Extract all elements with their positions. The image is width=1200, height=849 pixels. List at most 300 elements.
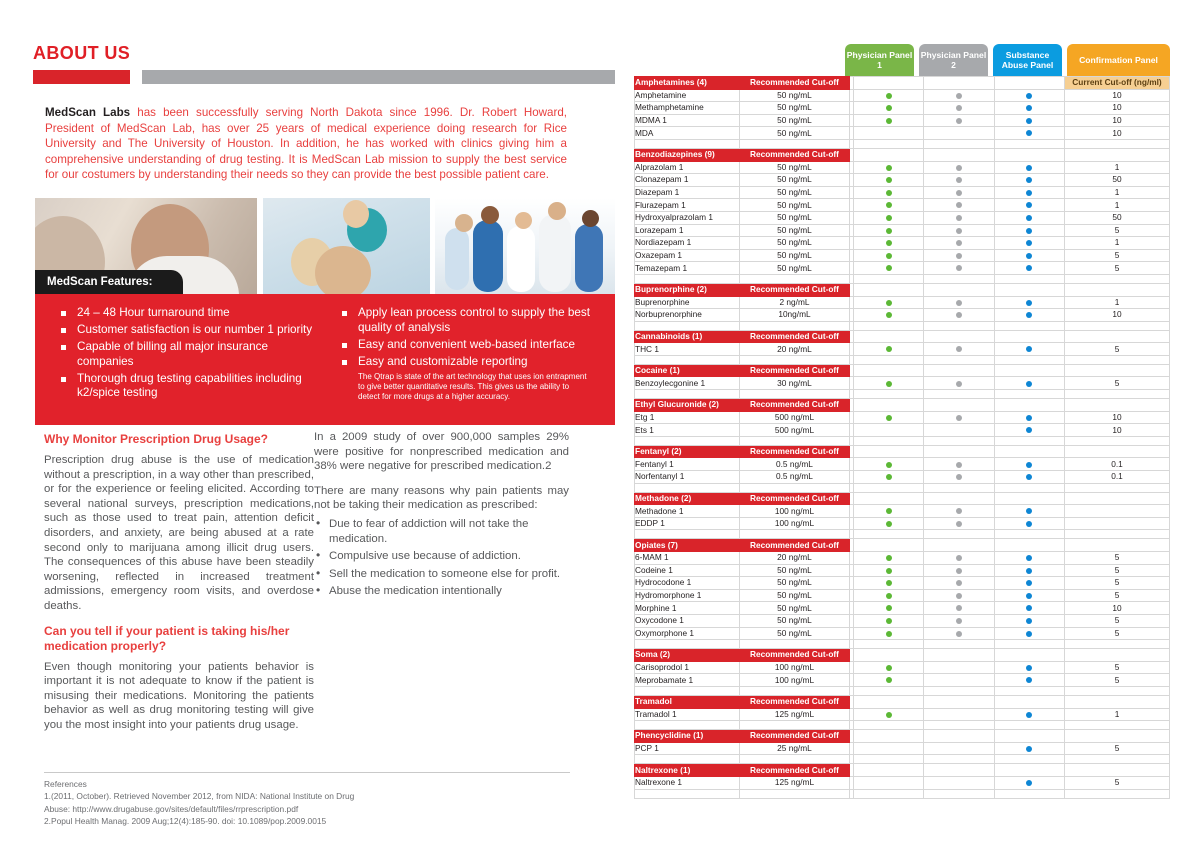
p2-header-cell xyxy=(924,77,994,90)
group-name: Cocaine (1) xyxy=(635,364,740,377)
drug-name: Alprazolam 1 xyxy=(635,161,740,174)
status-dot-icon xyxy=(956,202,962,208)
group-spacer xyxy=(635,355,1170,364)
references-divider xyxy=(44,772,570,773)
status-dot-icon xyxy=(956,300,962,306)
section-heading-patient: Can you tell if your patient is taking his/her medication properly? xyxy=(44,623,290,653)
status-dot-icon xyxy=(1026,780,1032,786)
status-dot-icon xyxy=(1026,165,1032,171)
physician-panel-1-cell xyxy=(854,296,924,309)
table-row xyxy=(635,161,1170,174)
physician-panel-2-cell xyxy=(924,127,994,140)
physician-panel-2-cell xyxy=(924,661,994,674)
table-row xyxy=(635,296,1170,309)
status-dot-icon xyxy=(1026,593,1032,599)
feature-item: 24 – 48 Hour turnaround time xyxy=(59,306,324,321)
p2-header-cell xyxy=(924,764,994,777)
table-row xyxy=(635,517,1170,530)
status-dot-icon xyxy=(886,631,892,637)
p2-header-cell xyxy=(924,492,994,505)
p3-header-cell xyxy=(994,539,1064,552)
table-row xyxy=(635,377,1170,390)
feature-item: Thorough drug testing capabilities including k2/spice testing xyxy=(59,372,324,401)
physician-panel-1-cell xyxy=(854,661,924,674)
spacer-cell xyxy=(924,721,994,730)
drug-name: Naltrexone 1 xyxy=(635,776,740,789)
p3-header-cell xyxy=(994,399,1064,412)
group-spacer xyxy=(635,530,1170,539)
spacer-cell xyxy=(1065,139,1170,148)
group-header-row xyxy=(635,77,1170,90)
physician-panel-2-cell xyxy=(924,199,994,212)
spacer-cell xyxy=(854,139,924,148)
table-row xyxy=(635,211,1170,224)
status-dot-icon xyxy=(956,215,962,221)
drug-name: PCP 1 xyxy=(635,742,740,755)
confirmation-cutoff: 5 xyxy=(1065,224,1170,237)
p1-header-cell xyxy=(854,77,924,90)
p1-header-cell xyxy=(854,364,924,377)
group-name: Soma (2) xyxy=(635,649,740,662)
confirmation-cutoff: 5 xyxy=(1065,577,1170,590)
physician-panel-1-cell xyxy=(854,211,924,224)
recommended-cutoff: 50 ng/mL xyxy=(739,614,849,627)
spacer-cell xyxy=(739,321,849,330)
spacer-cell xyxy=(739,640,849,649)
status-dot-icon xyxy=(1026,712,1032,718)
spacer-cell xyxy=(739,390,849,399)
spacer-cell xyxy=(994,530,1064,539)
group-header-row xyxy=(635,649,1170,662)
group-header-row xyxy=(635,764,1170,777)
confirmation-header-cell xyxy=(1065,283,1170,296)
confirmation-cutoff: 10 xyxy=(1065,102,1170,115)
drug-name: MDA xyxy=(635,127,740,140)
physician-panel-1-cell xyxy=(854,577,924,590)
recommended-cutoff: 100 ng/mL xyxy=(739,505,849,518)
spacer-cell xyxy=(1065,755,1170,764)
p3-header-cell xyxy=(994,364,1064,377)
physician-panel-2-cell xyxy=(924,161,994,174)
physician-panel-1-cell xyxy=(854,674,924,687)
title-rule-gray xyxy=(142,70,615,84)
group-name: Naltrexone (1) xyxy=(635,764,740,777)
physician-panel-1-cell xyxy=(854,102,924,115)
spacer-cell xyxy=(924,274,994,283)
spacer-cell xyxy=(994,390,1064,399)
physician-panel-1-cell xyxy=(854,224,924,237)
status-dot-icon xyxy=(956,312,962,318)
cutoff-header: Recommended Cut-off xyxy=(739,77,849,90)
feature-item: Capable of billing all major insurance companies xyxy=(59,340,324,369)
recommended-cutoff: 30 ng/mL xyxy=(739,377,849,390)
cutoff-header: Recommended Cut-off xyxy=(739,364,849,377)
recommended-cutoff: 50 ng/mL xyxy=(739,564,849,577)
status-dot-icon xyxy=(1026,265,1032,271)
confirmation-cutoff: 5 xyxy=(1065,343,1170,356)
left-text-column xyxy=(44,432,314,743)
physician-panel-2-cell xyxy=(924,627,994,640)
status-dot-icon xyxy=(1026,118,1032,124)
physician-panel-1-cell xyxy=(854,89,924,102)
p1-header-cell xyxy=(854,539,924,552)
confirmation-cutoff: 5 xyxy=(1065,249,1170,262)
table-row xyxy=(635,589,1170,602)
group-header-row xyxy=(635,364,1170,377)
reasons-intro: There are many reasons why pain patients may not be taking their medication as prescribed: xyxy=(314,484,569,512)
p2-header-cell xyxy=(924,283,994,296)
group-spacer xyxy=(635,139,1170,148)
status-dot-icon xyxy=(886,712,892,718)
status-dot-icon xyxy=(1026,177,1032,183)
drug-name: Hydroxyalprazolam 1 xyxy=(635,211,740,224)
photo-shape xyxy=(515,212,532,229)
status-dot-icon xyxy=(956,631,962,637)
status-dot-icon xyxy=(1026,580,1032,586)
references-block xyxy=(44,778,584,828)
substance-abuse-panel-cell xyxy=(994,377,1064,390)
p3-header-cell xyxy=(994,77,1064,90)
physician-panel-1-cell xyxy=(854,199,924,212)
photo-medical-team xyxy=(435,198,615,294)
spacer-cell xyxy=(635,789,740,798)
group-name: Methadone (2) xyxy=(635,492,740,505)
photo-shape xyxy=(575,224,603,292)
table-row xyxy=(635,614,1170,627)
confirmation-subheader: Current Cut-off (ng/ml) xyxy=(1065,77,1170,90)
list-item: • Abuse the medication intentionally xyxy=(316,584,569,599)
spacer-cell xyxy=(1065,321,1170,330)
status-dot-icon xyxy=(956,228,962,234)
spacer-cell xyxy=(854,436,924,445)
group-name: Cannabinoids (1) xyxy=(635,330,740,343)
status-dot-icon xyxy=(956,555,962,561)
list-item: • Compulsive use because of addiction. xyxy=(316,549,569,564)
physician-panel-1-cell xyxy=(854,343,924,356)
spacer-cell xyxy=(924,640,994,649)
group-header-row xyxy=(635,695,1170,708)
physician-panel-2-cell xyxy=(924,674,994,687)
confirmation-cutoff: 0.1 xyxy=(1065,458,1170,471)
table-row xyxy=(635,174,1170,187)
physician-panel-1-cell xyxy=(854,127,924,140)
physician-panel-2-cell xyxy=(924,552,994,565)
spacer-cell xyxy=(854,483,924,492)
physician-panel-1-cell xyxy=(854,742,924,755)
substance-abuse-panel-cell xyxy=(994,517,1064,530)
photo-shape xyxy=(481,206,499,224)
substance-abuse-panel-cell xyxy=(994,776,1064,789)
table-row xyxy=(635,674,1170,687)
table-row xyxy=(635,102,1170,115)
drug-name: Oxazepam 1 xyxy=(635,249,740,262)
physician-panel-2-cell xyxy=(924,577,994,590)
feature-item: Easy and customizable reporting xyxy=(340,355,605,370)
spacer-cell xyxy=(635,139,740,148)
confirmation-header-cell xyxy=(1065,445,1170,458)
drug-name: Benzoylecgonine 1 xyxy=(635,377,740,390)
status-dot-icon xyxy=(886,190,892,196)
photo-shape xyxy=(445,228,469,290)
status-dot-icon xyxy=(886,346,892,352)
p1-header-cell xyxy=(854,492,924,505)
table-row xyxy=(635,424,1170,437)
drug-name: Ets 1 xyxy=(635,424,740,437)
status-dot-icon xyxy=(1026,381,1032,387)
confirmation-cutoff: 1 xyxy=(1065,199,1170,212)
status-dot-icon xyxy=(1026,130,1032,136)
p3-header-cell xyxy=(994,330,1064,343)
p2-header-cell xyxy=(924,445,994,458)
table-row xyxy=(635,114,1170,127)
spacer-cell xyxy=(635,321,740,330)
drug-name: Methamphetamine xyxy=(635,102,740,115)
photo-shape xyxy=(473,220,503,292)
group-name: Ethyl Glucuronide (2) xyxy=(635,399,740,412)
status-dot-icon xyxy=(1026,568,1032,574)
substance-abuse-panel-cell xyxy=(994,343,1064,356)
drug-name: Lorazepam 1 xyxy=(635,224,740,237)
intro-paragraph xyxy=(45,105,567,183)
table-row xyxy=(635,127,1170,140)
group-header-row xyxy=(635,399,1170,412)
confirmation-cutoff: 10 xyxy=(1065,602,1170,615)
table-row xyxy=(635,471,1170,484)
physician-panel-2-cell xyxy=(924,114,994,127)
drug-name: Carisoprodol 1 xyxy=(635,661,740,674)
company-name: MedScan Labs xyxy=(45,106,131,119)
spacer-cell xyxy=(924,139,994,148)
spacer-cell xyxy=(924,789,994,798)
physician-panel-2-cell xyxy=(924,309,994,322)
spacer-cell xyxy=(635,640,740,649)
tab-physician-panel-2[interactable]: Physician Panel 2 xyxy=(919,44,988,76)
recommended-cutoff: 2 ng/mL xyxy=(739,296,849,309)
table-row xyxy=(635,564,1170,577)
p2-header-cell xyxy=(924,649,994,662)
status-dot-icon xyxy=(886,265,892,271)
table-row xyxy=(635,343,1170,356)
substance-abuse-panel-cell xyxy=(994,411,1064,424)
list-item: • Sell the medication to someone else for profit. xyxy=(316,567,569,582)
spacer-cell xyxy=(854,721,924,730)
spacer-cell xyxy=(635,686,740,695)
status-dot-icon xyxy=(886,605,892,611)
physician-panel-2-cell xyxy=(924,174,994,187)
status-dot-icon xyxy=(886,253,892,259)
drug-name: Hydrocodone 1 xyxy=(635,577,740,590)
substance-abuse-panel-cell xyxy=(994,505,1064,518)
substance-abuse-panel-cell xyxy=(994,661,1064,674)
qtrap-note: The Qtrap is state of the art technology that uses ion entrapment to give better quantitative results. This gives us the ability to detect for more drugs at a higher accuracy. xyxy=(358,372,587,401)
spacer-cell xyxy=(635,530,740,539)
p1-header-cell xyxy=(854,283,924,296)
recommended-cutoff: 125 ng/mL xyxy=(739,776,849,789)
spacer-cell xyxy=(739,355,849,364)
table-row xyxy=(635,577,1170,590)
spacer-cell xyxy=(635,721,740,730)
group-header-row xyxy=(635,283,1170,296)
confirmation-cutoff: 5 xyxy=(1065,552,1170,565)
p1-header-cell xyxy=(854,730,924,743)
p3-header-cell xyxy=(994,283,1064,296)
features-badge: MedScan Features: xyxy=(35,270,183,294)
status-dot-icon xyxy=(1026,462,1032,468)
physician-panel-1-cell xyxy=(854,249,924,262)
recommended-cutoff: 20 ng/mL xyxy=(739,343,849,356)
spacer-cell xyxy=(924,686,994,695)
feature-item: Easy and convenient web-based interface xyxy=(340,338,605,353)
physician-panel-2-cell xyxy=(924,776,994,789)
p2-header-cell xyxy=(924,399,994,412)
physician-panel-2-cell xyxy=(924,614,994,627)
physician-panel-1-cell xyxy=(854,309,924,322)
substance-abuse-panel-cell xyxy=(994,309,1064,322)
physician-panel-1-cell xyxy=(854,411,924,424)
recommended-cutoff: 10ng/mL xyxy=(739,309,849,322)
study-paragraph: In a 2009 study of over 900,000 samples 29% were positive for nonprescribed medication and 38% were negative for prescribed medication.2 xyxy=(314,431,569,473)
physician-panel-1-cell xyxy=(854,161,924,174)
substance-abuse-panel-cell xyxy=(994,552,1064,565)
p2-header-cell xyxy=(924,730,994,743)
confirmation-cutoff: 5 xyxy=(1065,262,1170,275)
spacer-cell xyxy=(994,721,1064,730)
physician-panel-2-cell xyxy=(924,564,994,577)
cutoff-header: Recommended Cut-off xyxy=(739,330,849,343)
group-spacer xyxy=(635,321,1170,330)
drug-name: THC 1 xyxy=(635,343,740,356)
group-header-row xyxy=(635,330,1170,343)
confirmation-header-cell xyxy=(1065,764,1170,777)
features-band xyxy=(35,294,615,425)
status-dot-icon xyxy=(956,253,962,259)
status-dot-icon xyxy=(1026,253,1032,259)
physician-panel-1-cell xyxy=(854,627,924,640)
physician-panel-2-cell xyxy=(924,89,994,102)
list-item: • Due to fear of addiction will not take the medication. xyxy=(316,517,569,546)
recommended-cutoff: 50 ng/mL xyxy=(739,161,849,174)
status-dot-icon xyxy=(886,555,892,561)
confirmation-cutoff: 0.1 xyxy=(1065,471,1170,484)
table-row xyxy=(635,776,1170,789)
photo-family xyxy=(263,198,430,294)
recommended-cutoff: 50 ng/mL xyxy=(739,199,849,212)
drug-panel-table xyxy=(634,44,1170,799)
spacer-cell xyxy=(635,436,740,445)
tab-substance-abuse-panel[interactable]: Substance Abuse Panel xyxy=(993,44,1062,76)
confirmation-cutoff: 10 xyxy=(1065,89,1170,102)
drug-name: Amphetamine xyxy=(635,89,740,102)
status-dot-icon xyxy=(956,508,962,514)
group-header-row xyxy=(635,148,1170,161)
substance-abuse-panel-cell xyxy=(994,114,1064,127)
status-dot-icon xyxy=(886,665,892,671)
physician-panel-1-cell xyxy=(854,505,924,518)
right-text-column xyxy=(314,430,569,602)
status-dot-icon xyxy=(1026,474,1032,480)
status-dot-icon xyxy=(1026,215,1032,221)
physician-panel-1-cell xyxy=(854,564,924,577)
features-list-right xyxy=(340,306,605,402)
reference-entry: 1.(2011, October). Retrieved November 2012, from NIDA: National Institute on Drug xyxy=(44,791,355,802)
tab-confirmation-panel[interactable]: Confirmation Panel xyxy=(1067,44,1170,76)
spacer-cell xyxy=(739,755,849,764)
group-name: Tramadol xyxy=(635,695,740,708)
p2-header-cell xyxy=(924,330,994,343)
recommended-cutoff: 50 ng/mL xyxy=(739,262,849,275)
physician-panel-1-cell xyxy=(854,517,924,530)
spacer-cell xyxy=(1065,355,1170,364)
spacer-cell xyxy=(924,321,994,330)
status-dot-icon xyxy=(1026,240,1032,246)
recommended-cutoff: 50 ng/mL xyxy=(739,127,849,140)
spacer-cell xyxy=(739,139,849,148)
confirmation-cutoff: 10 xyxy=(1065,309,1170,322)
drug-name: Methadone 1 xyxy=(635,505,740,518)
status-dot-icon xyxy=(1026,555,1032,561)
table-row xyxy=(635,249,1170,262)
status-dot-icon xyxy=(1026,300,1032,306)
reference-entry: Abuse: http://www.drugabuse.gov/sites/default/files/rrprescription.pdf xyxy=(44,803,299,814)
substance-abuse-panel-cell xyxy=(994,296,1064,309)
status-dot-icon xyxy=(1026,228,1032,234)
spacer-cell xyxy=(739,530,849,539)
p3-header-cell xyxy=(994,695,1064,708)
section-body-monitor: Prescription drug abuse is the use of medication without a prescription, in a way other than prescribed, or for the experience or feeling elicited. According to several national surveys, prescription medications, such as those used to treat pain, attention deficit disorders, and anxiety, are being abused at a rate second only to marijuana among illicit drug users. The consequences of this abuse have been steadily worsening, reflected in increased treatment admissions, emergency room visits, and overdose deaths. xyxy=(44,454,314,612)
substance-abuse-panel-cell xyxy=(994,262,1064,275)
status-dot-icon xyxy=(1026,93,1032,99)
p2-header-cell xyxy=(924,695,994,708)
spacer-cell xyxy=(1065,436,1170,445)
feature-item: Customer satisfaction is our number 1 priority xyxy=(59,323,324,338)
p1-header-cell xyxy=(854,148,924,161)
page-title: ABOUT US xyxy=(33,43,131,63)
group-name: Amphetamines (4) xyxy=(635,77,740,90)
photo-shape xyxy=(343,200,369,228)
table-row xyxy=(635,186,1170,199)
references-title: References xyxy=(44,779,87,789)
title-rule-red xyxy=(33,70,130,84)
status-dot-icon xyxy=(956,118,962,124)
confirmation-cutoff: 10 xyxy=(1065,114,1170,127)
status-dot-icon xyxy=(886,228,892,234)
p1-header-cell xyxy=(854,764,924,777)
photo-shape xyxy=(315,246,371,294)
status-dot-icon xyxy=(956,93,962,99)
spacer-cell xyxy=(635,390,740,399)
table-row xyxy=(635,505,1170,518)
photo-shape xyxy=(455,214,473,232)
physician-panel-1-cell xyxy=(854,589,924,602)
physician-panel-2-cell xyxy=(924,589,994,602)
drug-name: Meprobamate 1 xyxy=(635,674,740,687)
group-spacer xyxy=(635,483,1170,492)
table-row xyxy=(635,661,1170,674)
physician-panel-1-cell xyxy=(854,708,924,721)
drug-name: MDMA 1 xyxy=(635,114,740,127)
cutoff-header: Recommended Cut-off xyxy=(739,695,849,708)
physician-panel-2-cell xyxy=(924,237,994,250)
substance-abuse-panel-cell xyxy=(994,614,1064,627)
status-dot-icon xyxy=(1026,746,1032,752)
tab-physician-panel-1[interactable]: Physician Panel 1 xyxy=(845,44,914,76)
drug-name: Temazepam 1 xyxy=(635,262,740,275)
substance-abuse-panel-cell xyxy=(994,627,1064,640)
status-dot-icon xyxy=(886,381,892,387)
drug-name: Norfentanyl 1 xyxy=(635,471,740,484)
status-dot-icon xyxy=(886,521,892,527)
status-dot-icon xyxy=(1026,521,1032,527)
